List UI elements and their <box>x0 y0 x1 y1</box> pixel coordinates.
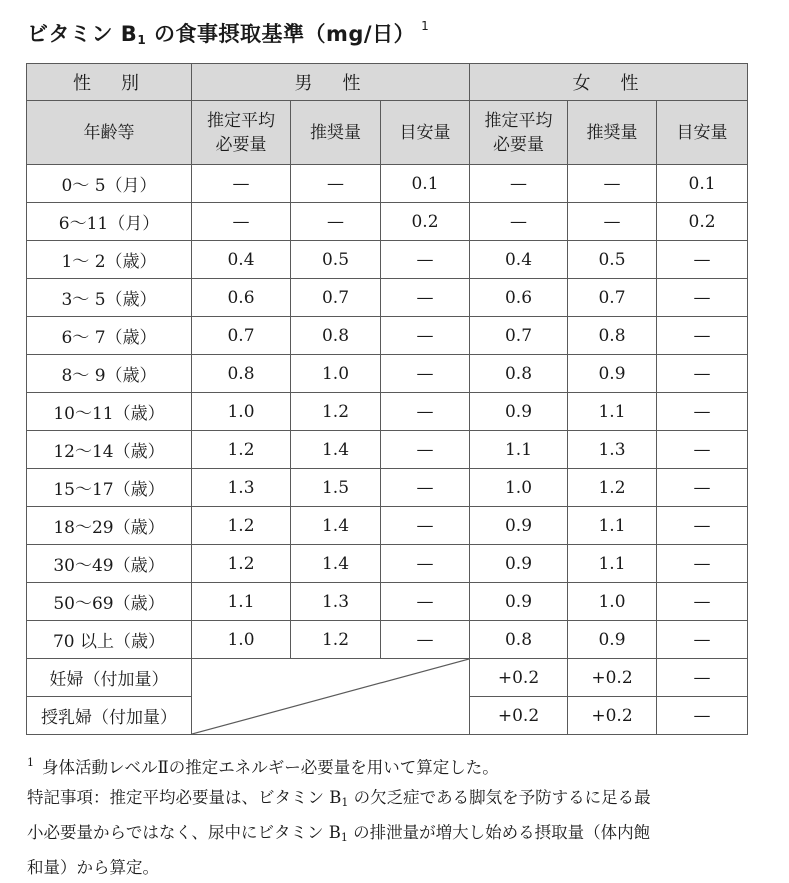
age-cell: 18～29（歳） <box>27 507 192 545</box>
female-value-cell: 0.6 <box>470 279 568 317</box>
table-row <box>27 545 748 583</box>
header-row-sex <box>27 64 748 101</box>
female-value-cell: — <box>470 165 568 203</box>
male-value-cell: 1.0 <box>192 621 291 659</box>
male-value-cell: 0.8 <box>192 355 291 393</box>
male-value-cell: — <box>381 469 470 507</box>
male-value-cell: 0.8 <box>291 317 381 355</box>
table-row <box>27 583 748 621</box>
male-value-cell: — <box>192 203 291 241</box>
female-value-cell: 1.3 <box>568 431 657 469</box>
male-value-cell: 0.4 <box>192 241 291 279</box>
female-value-cell: 0.9 <box>568 621 657 659</box>
male-value-cell: — <box>381 355 470 393</box>
male-value-cell: 1.4 <box>291 545 381 583</box>
female-value-cell: 0.9 <box>568 355 657 393</box>
footnote: $^1$ 身体活動レベルⅡの推定エネルギー必要量を用いて算定した。 <box>27 756 499 777</box>
notes <box>27 748 752 883</box>
female-value-cell: — <box>657 317 748 355</box>
age-cell: 50～69（歳） <box>27 583 192 621</box>
female-value-cell: 1.0 <box>568 583 657 621</box>
male-value-cell: 1.4 <box>291 507 381 545</box>
female-value-cell: 0.5 <box>568 241 657 279</box>
male-value-cell: 1.5 <box>291 469 381 507</box>
not-applicable-cell <box>192 659 470 735</box>
male-value-cell: — <box>381 583 470 621</box>
female-value-cell: 0.2 <box>657 203 748 241</box>
female-header: 女 性 <box>470 64 748 101</box>
age-cell: 10～11（歳） <box>27 393 192 431</box>
female-value-cell: 0.1 <box>657 165 748 203</box>
age-cell: 3～ 5（歳） <box>27 279 192 317</box>
sex-header: 性 別 <box>27 64 192 101</box>
female-value-cell: 1.1 <box>470 431 568 469</box>
male-rda-header: 推奨量 <box>291 101 381 165</box>
female-additional-cell: +0.2 <box>470 659 568 697</box>
age-cell: 15～17（歳） <box>27 469 192 507</box>
female-value-cell: 0.8 <box>470 355 568 393</box>
female-value-cell: 1.1 <box>568 393 657 431</box>
age-cell: 1～ 2（歳） <box>27 241 192 279</box>
table-row <box>27 431 748 469</box>
female-value-cell: 0.9 <box>470 507 568 545</box>
male-value-cell: 1.3 <box>192 469 291 507</box>
male-value-cell: — <box>381 317 470 355</box>
male-value-cell: 0.6 <box>192 279 291 317</box>
header-row-columns <box>27 101 748 165</box>
female-value-cell: — <box>657 355 748 393</box>
female-value-cell: 0.4 <box>470 241 568 279</box>
male-header: 男 性 <box>192 64 470 101</box>
table-row <box>27 241 748 279</box>
male-value-cell: 0.7 <box>291 279 381 317</box>
age-cell: 0～ 5（月） <box>27 165 192 203</box>
special-label-cell: 妊婦（付加量） <box>27 659 192 697</box>
male-value-cell: — <box>381 393 470 431</box>
female-ear-header: 推定平均 必要量 <box>470 101 568 165</box>
table-row <box>27 355 748 393</box>
female-ai-header: 目安量 <box>657 101 748 165</box>
male-value-cell: 1.2 <box>291 621 381 659</box>
male-value-cell: 1.2 <box>192 545 291 583</box>
female-value-cell: 0.7 <box>568 279 657 317</box>
table-row <box>27 279 748 317</box>
age-cell: 70 以上（歳） <box>27 621 192 659</box>
male-value-cell: 0.5 <box>291 241 381 279</box>
female-value-cell: — <box>657 393 748 431</box>
male-value-cell: 1.4 <box>291 431 381 469</box>
male-value-cell: — <box>381 431 470 469</box>
female-value-cell: — <box>470 203 568 241</box>
female-value-cell: — <box>657 279 748 317</box>
female-additional-cell: — <box>657 659 748 697</box>
female-value-cell: — <box>657 469 748 507</box>
title-footnote-mark: 1 <box>421 19 430 33</box>
male-value-cell: 1.2 <box>291 393 381 431</box>
female-additional-cell: +0.2 <box>470 697 568 735</box>
male-ai-header: 目安量 <box>381 101 470 165</box>
male-value-cell: 0.1 <box>381 165 470 203</box>
female-additional-cell: +0.2 <box>568 697 657 735</box>
special-note-line-1: 特記事項：推定平均必要量は、ビタミン $B_1$ の欠乏症である脚気を予防するに足る最 <box>27 788 651 809</box>
age-header: 年齢等 <box>27 101 192 165</box>
special-note-line-3: 和量）から算定。 <box>27 858 159 877</box>
table-row <box>27 621 748 659</box>
table-row <box>27 393 748 431</box>
female-value-cell: 1.1 <box>568 507 657 545</box>
female-value-cell: — <box>657 621 748 659</box>
female-value-cell: 0.9 <box>470 393 568 431</box>
female-value-cell: — <box>657 431 748 469</box>
female-value-cell: — <box>657 241 748 279</box>
female-value-cell: — <box>657 583 748 621</box>
male-value-cell: — <box>291 165 381 203</box>
table-row-special <box>27 659 748 697</box>
table-row <box>27 317 748 355</box>
male-value-cell: 1.1 <box>192 583 291 621</box>
table-row <box>27 203 748 241</box>
male-ear-header: 推定平均 必要量 <box>192 101 291 165</box>
male-value-cell: — <box>381 545 470 583</box>
table-row <box>27 165 748 203</box>
male-value-cell: — <box>381 241 470 279</box>
male-value-cell: 1.0 <box>192 393 291 431</box>
female-value-cell: 0.9 <box>470 545 568 583</box>
female-rda-header: 推奨量 <box>568 101 657 165</box>
female-value-cell: 0.8 <box>470 621 568 659</box>
male-value-cell: 0.2 <box>381 203 470 241</box>
female-value-cell: 0.8 <box>568 317 657 355</box>
male-value-cell: — <box>192 165 291 203</box>
table-row <box>27 507 748 545</box>
male-value-cell: — <box>381 621 470 659</box>
female-value-cell: — <box>568 203 657 241</box>
female-value-cell: — <box>568 165 657 203</box>
age-cell: 8～ 9（歳） <box>27 355 192 393</box>
vitamin-b1-intake-table <box>26 63 748 735</box>
special-label-cell: 授乳婦（付加量） <box>27 697 192 735</box>
age-cell: 6～ 7（歳） <box>27 317 192 355</box>
male-value-cell: — <box>291 203 381 241</box>
female-value-cell: 0.7 <box>470 317 568 355</box>
female-additional-cell: — <box>657 697 748 735</box>
male-value-cell: 0.7 <box>192 317 291 355</box>
female-value-cell: 1.1 <box>568 545 657 583</box>
male-value-cell: — <box>381 279 470 317</box>
female-value-cell: — <box>657 507 748 545</box>
age-cell: 12～14（歳） <box>27 431 192 469</box>
age-cell: 6～11（月） <box>27 203 192 241</box>
special-note-line-2: 小必要量からではなく、尿中にビタミン $B_1$ の排泄量が増大し始める摂取量（体内飽 <box>27 823 651 844</box>
male-value-cell: 1.0 <box>291 355 381 393</box>
diagonal-line <box>192 659 469 734</box>
age-cell: 30～49（歳） <box>27 545 192 583</box>
female-value-cell: 1.2 <box>568 469 657 507</box>
male-value-cell: — <box>381 507 470 545</box>
page-title: ビタミン $B_1$ の食事摂取基準（mg/日） $^1$ <box>27 19 430 47</box>
male-value-cell: 1.3 <box>291 583 381 621</box>
female-value-cell: — <box>657 545 748 583</box>
table-row <box>27 469 748 507</box>
male-value-cell: 1.2 <box>192 431 291 469</box>
female-value-cell: 0.9 <box>470 583 568 621</box>
male-value-cell: 1.2 <box>192 507 291 545</box>
female-additional-cell: +0.2 <box>568 659 657 697</box>
female-value-cell: 1.0 <box>470 469 568 507</box>
